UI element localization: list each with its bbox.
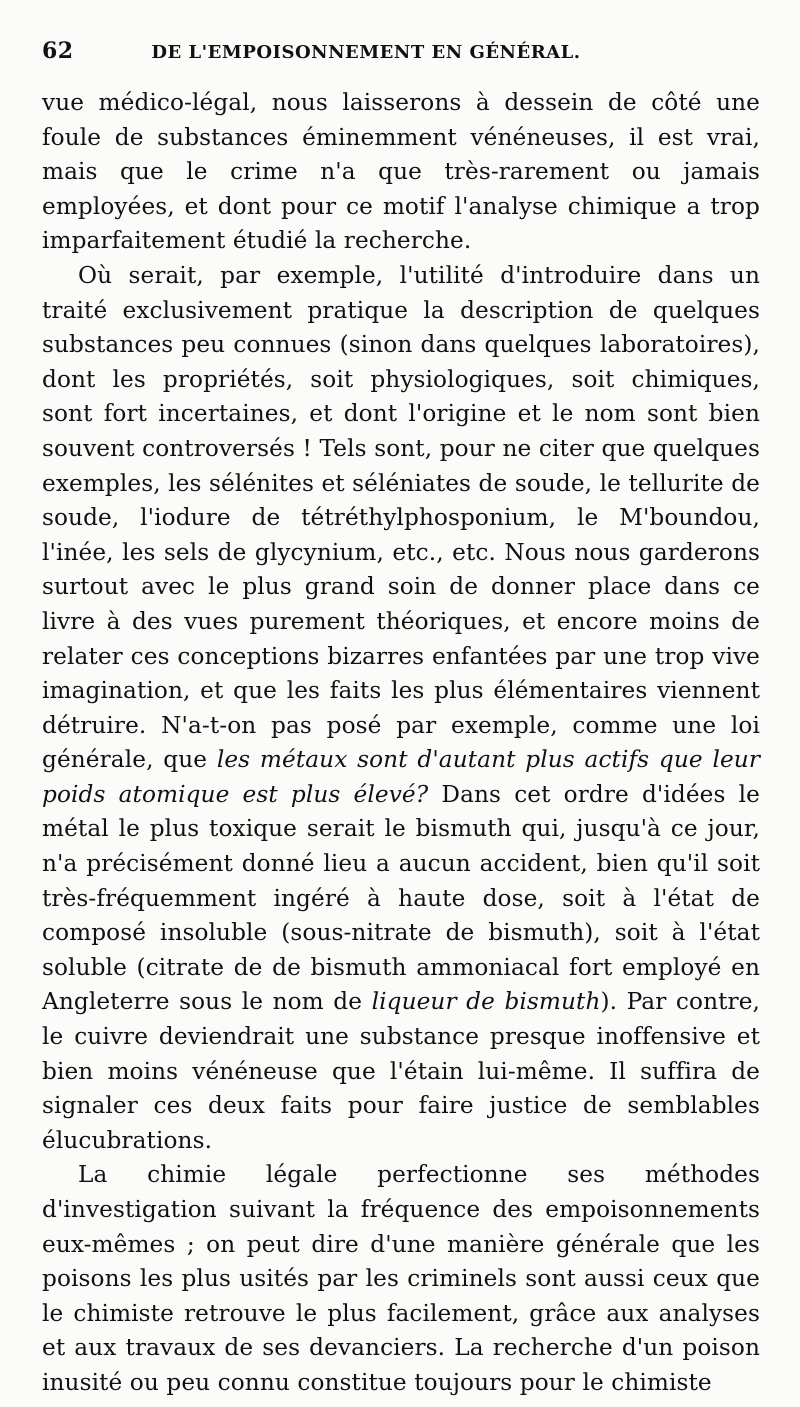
running-title: DE L'EMPOISONNEMENT EN GÉNÉRAL. (151, 42, 581, 63)
body-text (42, 86, 760, 1401)
paragraph-2 (42, 259, 760, 1158)
paragraph-3-text: La chimie légale perfectionne ses méthodes d'investigation suivant la fréquence des empoisonnements eux-mêmes ; on peut dire d'une manière générale que les poisons les plus usités par les criminels sont aussi ceux que le chimiste retrouve le plus facilement, grâce aux analyses et aux travaux de ses devanciers. La recherche d'un poison inusité ou peu connu constitue toujours pour le chimiste (42, 1161, 760, 1396)
paragraph-2-text-b: Dans cet ordre d'idées le métal le plus toxique serait le bismuth qui, jusqu'à ce jour, n'a précisément donné lieu a aucun accident, bien qu'il soit très-fréquemment ingéré à haute dose, soit à l'état de composé insoluble (sous-nitrate de bismuth), soit à l'état soluble (citrate de de bismuth ammoniacal fort employé en Angleterre sous le nom de (42, 780, 760, 1016)
paragraph-1 (42, 86, 760, 259)
running-head (42, 38, 760, 86)
paragraph-2-text-a: Où serait, par exemple, l'utilité d'introduire dans un traité exclusivement pratique la description de quelques substances peu connues (sinon dans quelques laboratoires), dont les propriétés, soit physiologiques, soit chimiques, sont fort incertaines, et dont l'origine et le nom sont bien souvent controversés ! Tels sont, pour ne citer que quelques exemples, les sélénites et séléniates de soude, le tellurite de soude, l'iodure de tétréthylphosponium, le M'boundou, l'inée, les sels de glycynium, etc., etc. Nous nous garderons surtout avec le plus grand soin de donner place dans ce livre à des vues purement théoriques, et encore moins de relater ces conceptions bizarres enfantées par une trop vive imagination, et que les faits les plus élémentaires viennent détruire. N'a-t-on pas posé par exemple, comme une loi générale, que (42, 261, 760, 774)
paragraph-2-text-c: ). Par contre, le cuivre deviendrait une substance presque inoffensive et bien moins vénéneuse que l'étain lui-même. Il suffira de signaler ces deux faits pour faire justice de semblables élucubrations. (42, 988, 761, 1154)
paragraph-3 (42, 1158, 760, 1400)
page-number: 62 (42, 38, 74, 64)
paragraph-2-italic-b: liqueur de bismuth (371, 988, 601, 1016)
paragraph-2-italic-a: les métaux sont d'autant plus actifs que leur poids atomique est plus élevé? (42, 746, 760, 808)
paragraph-1-text: vue médico-légal, nous laisserons à dessein de côté une foule de substances éminemment vénéneuses, il est vrai, mais que le crime n'a que très-rarement ou jamais employées, et dont pour ce motif l'analyse chimique a trop imparfaitement étudié la recherche. (42, 89, 760, 255)
